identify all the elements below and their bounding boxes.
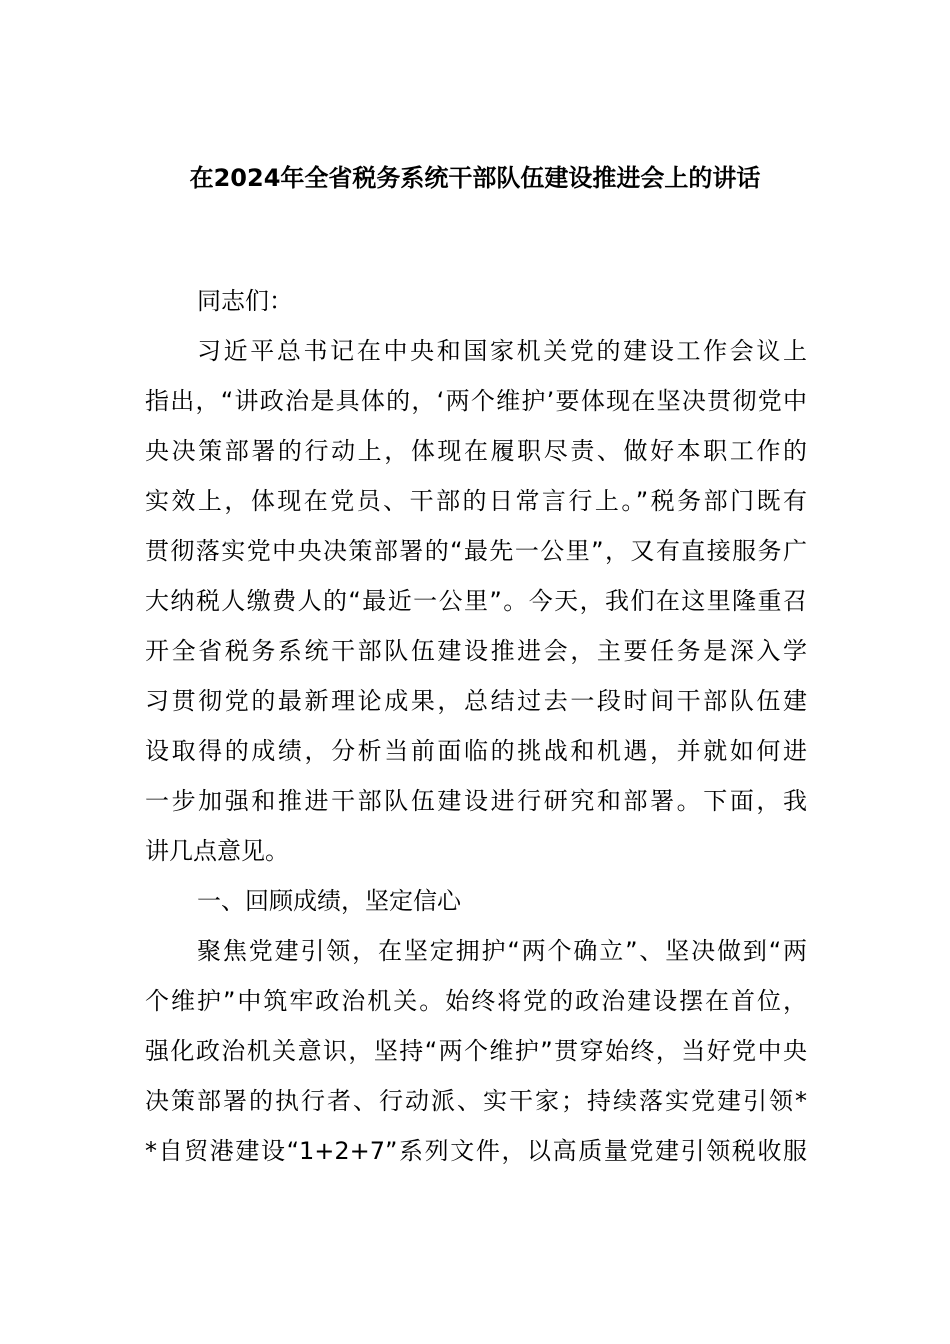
body-line: 一步加强和推进干部队伍建设进行研究和部署。下面，我 <box>145 787 807 815</box>
body-line: 大纳税人缴费人的“最近一公里”。今天，我们在这里隆重召 <box>145 587 807 615</box>
body-line: 个维护”中筑牢政治机关。始终将党的政治建设摆在首位， <box>145 987 807 1015</box>
document-title: 在2024年全省税务系统干部队伍建设推进会上的讲话 <box>189 164 761 192</box>
body-line: 聚焦党建引领，在坚定拥护“两个确立”、坚决做到“两 <box>197 937 807 965</box>
body-line: 开全省税务系统干部队伍建设推进会，主要任务是深入学 <box>145 637 807 665</box>
body-line: 实效上，体现在党员、干部的日常言行上。”税务部门既有 <box>145 487 807 515</box>
body-line: 一、回顾成绩，坚定信心 <box>197 887 461 915</box>
body-line: 同志们： <box>197 287 293 315</box>
body-line: 指出，“讲政治是具体的，‘两个维护’要体现在坚决贯彻党中 <box>145 387 807 415</box>
body-line: 习贯彻党的最新理论成果，总结过去一段时间干部队伍建 <box>145 687 807 715</box>
body-line: 强化政治机关意识，坚持“两个维护”贯穿始终，当好党中央 <box>145 1037 807 1065</box>
body-line: 讲几点意见。 <box>145 837 289 865</box>
body-line: 设取得的成绩，分析当前面临的挑战和机遇，并就如何进 <box>145 737 807 765</box>
body-line: 央决策部署的行动上，体现在履职尽责、做好本职工作的 <box>145 437 807 465</box>
body-line: 决策部署的执行者、行动派、实干家；持续落实党建引领* <box>145 1087 807 1115</box>
body-line: *自贸港建设“1+2+7”系列文件，以高质量党建引领税收服 <box>145 1137 807 1165</box>
body-line: 习近平总书记在中央和国家机关党的建设工作会议上 <box>197 337 807 365</box>
document-body <box>145 276 807 1176</box>
body-line: 贯彻落实党中央决策部署的“最先一公里”，又有直接服务广 <box>145 537 807 565</box>
